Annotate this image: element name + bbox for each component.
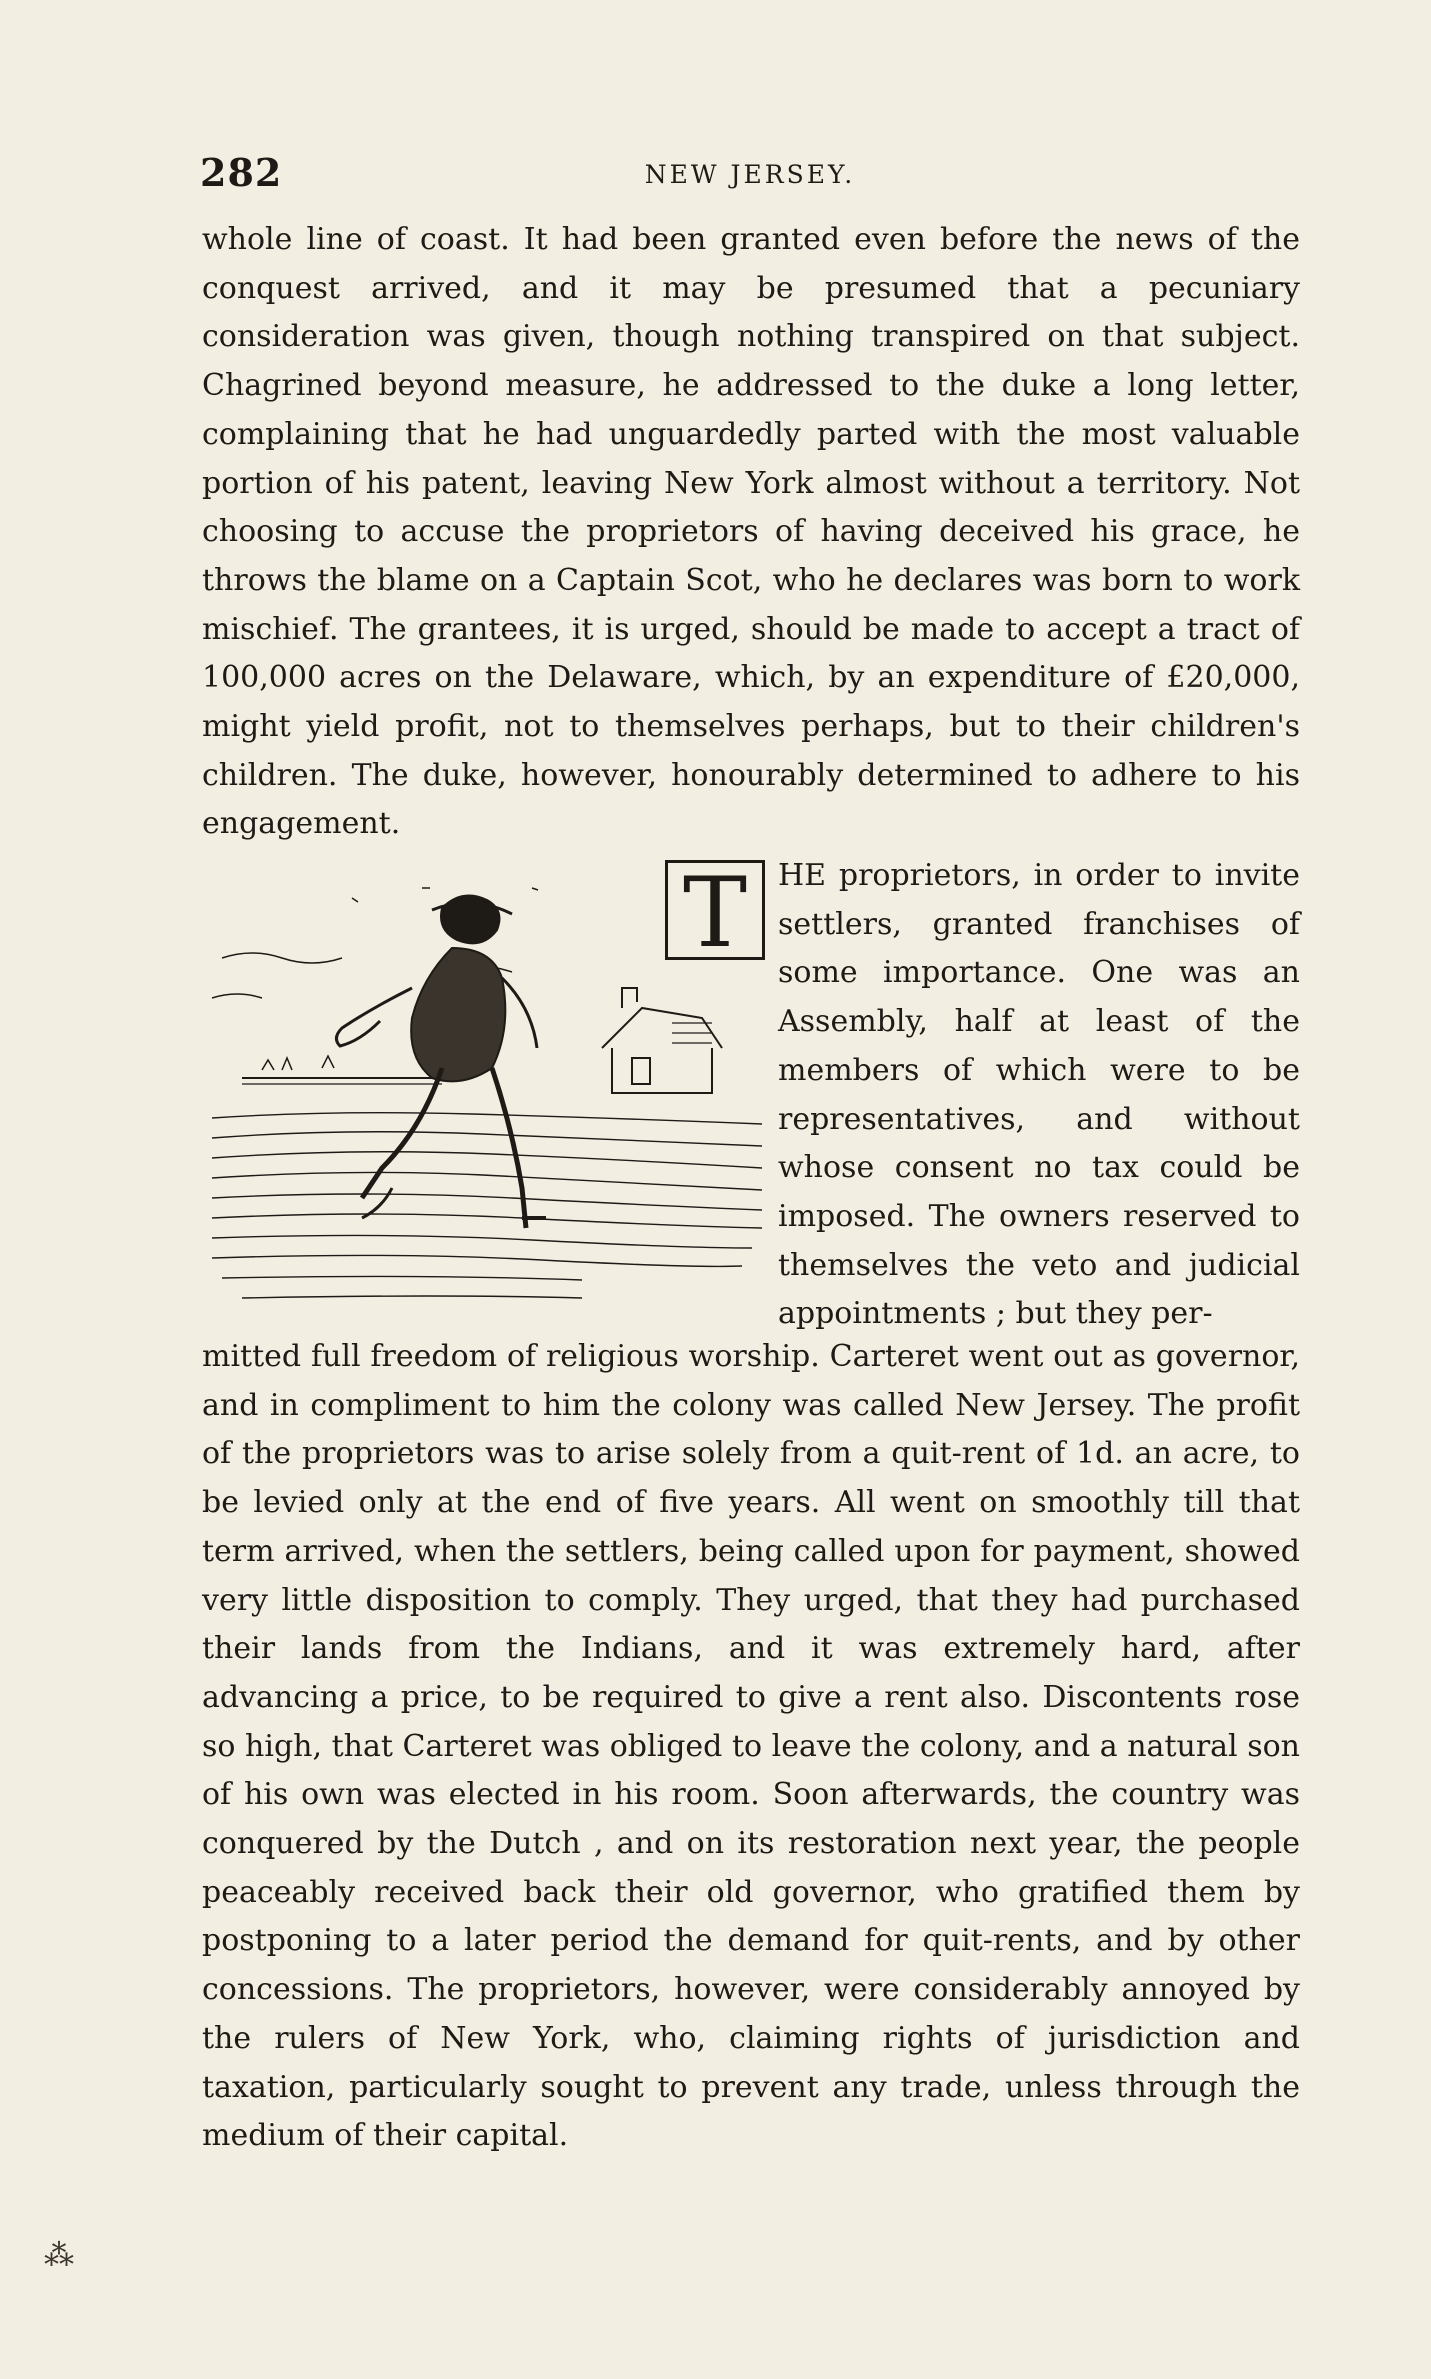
paragraph-bottom: mitted full freedom of religious worship. Carteret went out as governor, and in compliment to him the colony was called New Jersey. The profit of the proprietors was to arise solely from a quit-rent of 1d. an acre, to be levied only at the end of five years. All went on smoothly till that term arrived, when the settlers, being called upon for payment, showed very little disposition to comply. They urged, that they had purchased their lands from the Indians, and it was extremely hard, after advancing a price, to be required to give a rent also. Discontents rose so high, that Carteret was obliged to leave the colony, and a natural son of his own was elected in his room. Soon afterwards, the country was conquered by the Dutch , and on its restoration next year, the people peaceably received back their old governor, who gratified them by postponing to a later period the demand for quit-rents, and by other concessions. The proprietors, however, were considerably annoyed by the rulers of New York, who, claiming rights of jurisdiction and taxation, particularly sought to prevent any trade, unless through the medium of their capital.: [202, 1339, 1300, 2154]
page-header: [200, 150, 1300, 200]
paragraph-wrapped: HE proprietors, in order to invite settlers, granted franchises of some importance. One was an Assembly, half at least of the members of which were to be representatives, and without whose consent no tax could be imposed. The owners reserved to themselves the veto and judicial appointments ; but they per-: [778, 858, 1300, 1332]
margin-mark: ⁂: [44, 2238, 74, 2273]
body-text-bottom: [202, 1333, 1300, 2161]
body-text-wrapped: [778, 852, 1300, 1339]
page-number: 282: [200, 150, 283, 195]
body-text-top: [202, 216, 1300, 849]
paragraph-top: whole line of coast. It had been granted even before the news of the conquest arrived, and it may be presumed that a pecuniary consideration was given, though nothing transpired on that subject. Chagrined beyond measure, he addressed to the duke a long letter, complaining that he had unguardedly parted with the most valuable portion of his patent, leaving New York almost without a territory. Not choosing to accuse the proprietors of having deceived his grace, he throws the blame on a Captain Scot, who he declares was born to work mischief. The grantees, it is urged, should be made to accept a tract of 100,000 acres on the Delaware, which, by an expenditure of £20,000, might yield profit, not to themselves perhaps, but to their children's children. The duke, however, honourably determined to adhere to his engagement.: [202, 222, 1300, 842]
drop-cap: T: [665, 860, 765, 960]
running-title: NEW JERSEY.: [644, 160, 856, 189]
